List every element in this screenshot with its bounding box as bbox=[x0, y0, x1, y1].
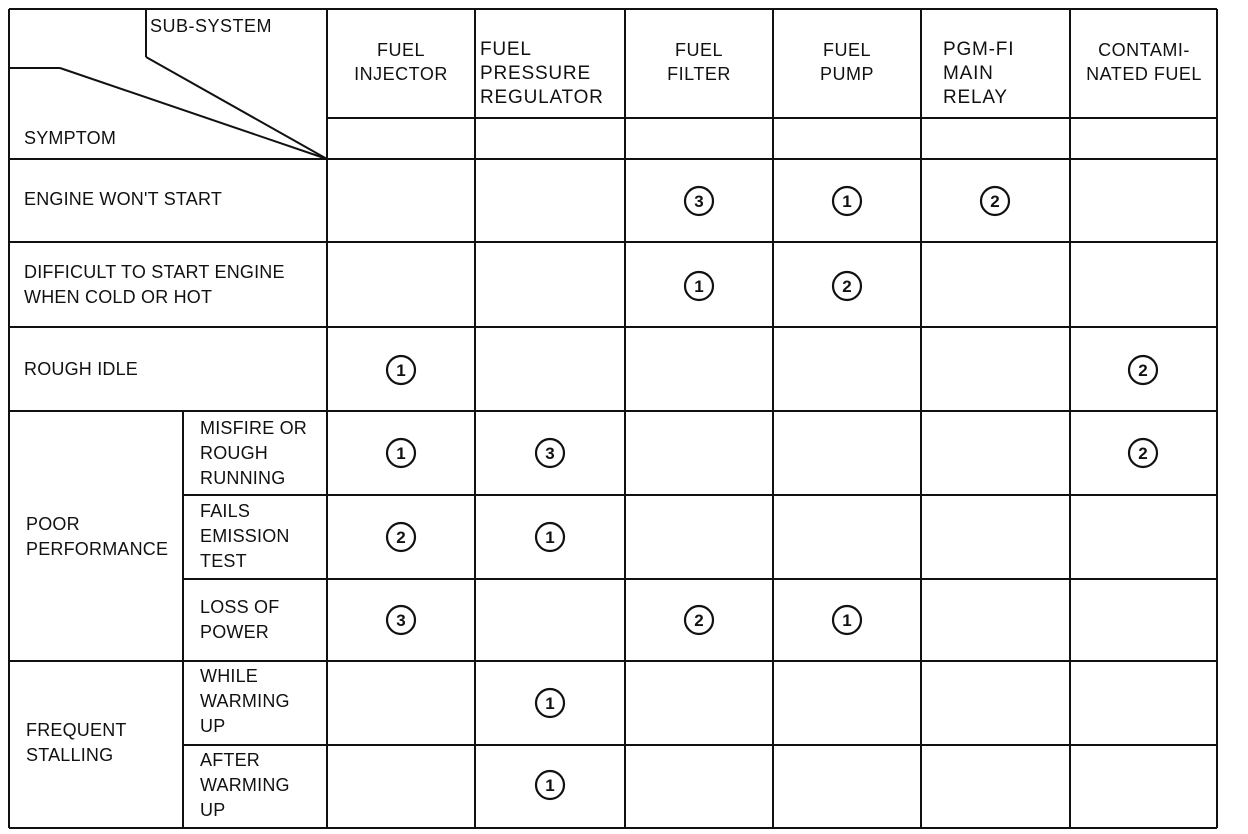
mark-number: 3 bbox=[545, 444, 555, 463]
priority-mark bbox=[387, 606, 415, 634]
mark-number: 2 bbox=[396, 528, 406, 547]
priority-mark bbox=[1129, 439, 1157, 467]
symptom-fails-emission-test: FAILS EMISSION TEST bbox=[200, 501, 290, 571]
symptom-difficult-to-start: DIFFICULT TO START ENGINE WHEN COLD OR HOT bbox=[24, 262, 285, 307]
priority-mark bbox=[685, 187, 713, 215]
column-header-fuel-filter: FUEL FILTER bbox=[667, 40, 731, 84]
symptom-rough-idle: ROUGH IDLE bbox=[24, 359, 139, 379]
priority-mark bbox=[1129, 356, 1157, 384]
priority-mark bbox=[833, 272, 861, 300]
mark-number: 2 bbox=[990, 192, 1000, 211]
mark-number: 2 bbox=[842, 277, 852, 296]
mark-number: 1 bbox=[842, 611, 852, 630]
priority-mark bbox=[833, 187, 861, 215]
priority-mark bbox=[536, 439, 564, 467]
priority-mark bbox=[536, 523, 564, 551]
mark-number: 1 bbox=[694, 277, 704, 296]
column-header-fuel-pump: FUEL PUMP bbox=[819, 40, 874, 84]
priority-mark bbox=[536, 771, 564, 799]
priority-mark bbox=[387, 439, 415, 467]
priority-mark bbox=[685, 272, 713, 300]
priority-mark bbox=[536, 689, 564, 717]
mark-number: 3 bbox=[694, 192, 704, 211]
priority-mark bbox=[387, 523, 415, 551]
symptom-misfire-rough-running: MISFIRE OR ROUGH RUNNING bbox=[200, 418, 308, 488]
symptom-while-warming-up: WHILE WARMING UP bbox=[200, 666, 290, 736]
mark-number: 1 bbox=[545, 694, 555, 713]
table-grid bbox=[9, 9, 1217, 828]
group-poor-performance: POOR PERFORMANCE bbox=[26, 514, 169, 559]
column-header-pgm-fi-main-relay: PGM-FI MAIN RELAY bbox=[943, 39, 1015, 108]
symptom-engine-wont-start: ENGINE WON'T START bbox=[24, 189, 223, 209]
mark-number: 3 bbox=[396, 611, 406, 630]
mark-number: 1 bbox=[396, 444, 406, 463]
column-header-fuel-pressure-regulator: FUEL PRESSURE REGULATOR bbox=[480, 39, 604, 108]
mark-number: 2 bbox=[694, 611, 704, 630]
group-frequent-stalling: FREQUENT STALLING bbox=[26, 720, 127, 765]
priority-mark bbox=[387, 356, 415, 384]
mark-number: 2 bbox=[1138, 361, 1148, 380]
priority-mark bbox=[981, 187, 1009, 215]
mark-number: 1 bbox=[545, 776, 555, 795]
mark-number: 1 bbox=[396, 361, 406, 380]
column-header-fuel-injector: FUEL INJECTOR bbox=[354, 40, 448, 84]
mark-number: 2 bbox=[1138, 444, 1148, 463]
symptom-after-warming-up: AFTER WARMING UP bbox=[200, 750, 290, 820]
mark-number: 1 bbox=[842, 192, 852, 211]
column-header-contaminated-fuel: CONTAMI- NATED FUEL bbox=[1086, 40, 1202, 84]
mark-number: 1 bbox=[545, 528, 555, 547]
symptom-label: SYMPTOM bbox=[24, 128, 117, 148]
symptom-loss-of-power: LOSS OF POWER bbox=[200, 597, 280, 642]
priority-mark bbox=[833, 606, 861, 634]
priority-mark bbox=[685, 606, 713, 634]
subsystem-label: SUB-SYSTEM bbox=[150, 16, 273, 36]
